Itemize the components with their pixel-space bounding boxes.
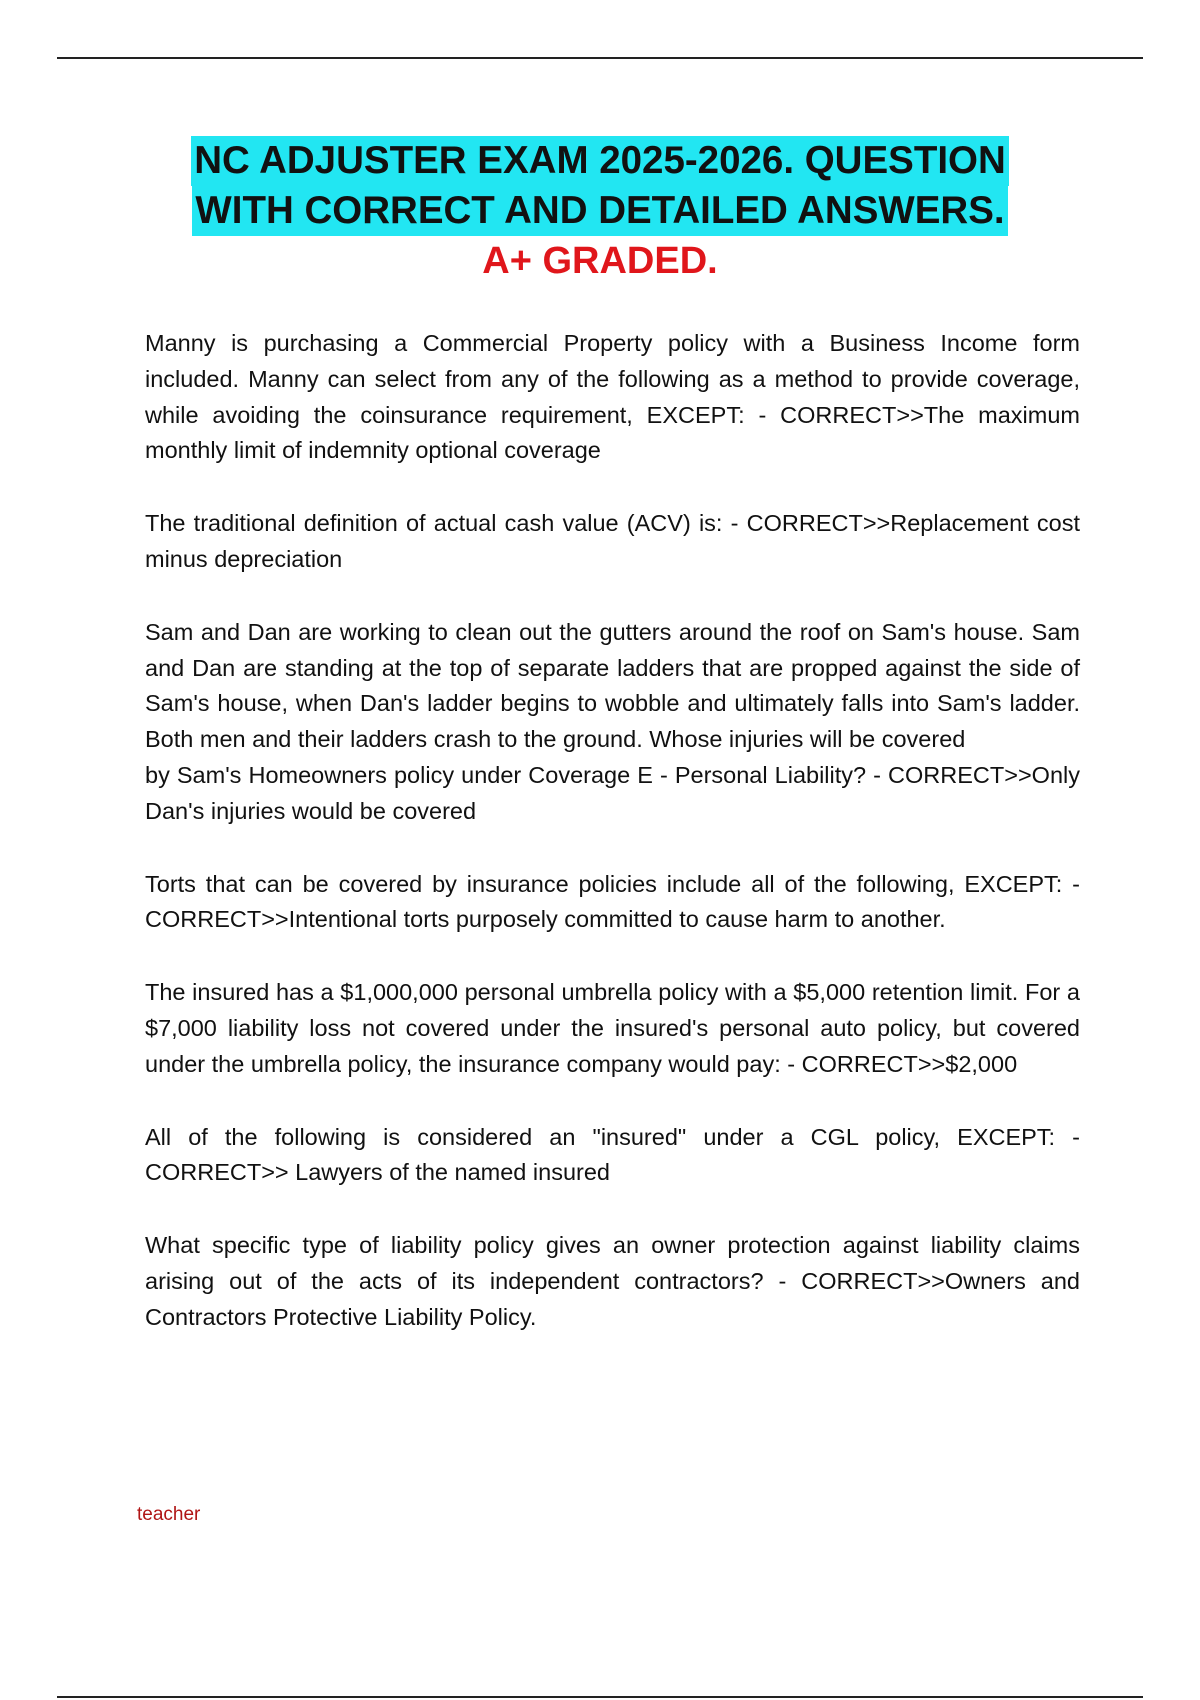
- bottom-rule: [57, 1696, 1143, 1698]
- question-text: The insured has a $1,000,000 personal umbrella policy with a $5,000 retention limit. For a $7,000 liability loss not covered under the insured's personal auto policy, but covered under the umbrella policy, the insurance company would pay: -: [145, 979, 1080, 1077]
- answer-text: CORRECT>>Owners and Contractors Protective Liability Policy.: [145, 1267, 1080, 1330]
- qa-item-7: [145, 1228, 1080, 1335]
- question-text: All of the following is considered an "insured" under a CGL policy, EXCEPT: -: [145, 1123, 1080, 1150]
- qa-item-2: [145, 506, 1080, 578]
- answer-text: CORRECT>>Only Dan's injuries would be covered: [145, 761, 1080, 824]
- document-header: [0, 136, 1200, 286]
- question-text: Torts that can be covered by insurance policies include all of the following, EXCEPT: -: [145, 870, 1080, 897]
- answer-text: CORRECT>> Lawyers of the named insured: [145, 1159, 610, 1186]
- answer-text: CORRECT>>The maximum monthly limit of indemnity optional coverage: [145, 401, 1080, 464]
- grade-label: A+ GRADED.: [482, 240, 718, 282]
- qa-item-5: [145, 975, 1080, 1082]
- qa-item-4: [145, 867, 1080, 939]
- question-text: The traditional definition of actual cash value (ACV) is: -: [145, 510, 747, 537]
- top-rule: [57, 57, 1143, 59]
- title-line-1: NC ADJUSTER EXAM 2025-2026. QUESTION: [191, 136, 1009, 186]
- answer-text: CORRECT>>Replacement cost minus depreciation: [145, 510, 1081, 572]
- qa-list: [145, 326, 1080, 1373]
- footer-label: teacher: [137, 1504, 201, 1525]
- question-text: Manny is purchasing a Commercial Property policy with a Business Income form included. Manny can select from any of the following as a method to provide coverage, while avoiding the coinsurance requirement, EXCEPT: -: [145, 330, 1080, 428]
- question-text: What specific type of liability policy gives an owner protection against liability claims arising out of the acts of its independent contractors? -: [145, 1232, 1080, 1294]
- qa-item-1: [145, 326, 1080, 469]
- title-line-2: WITH CORRECT AND DETAILED ANSWERS.: [192, 186, 1007, 236]
- qa-item-6: [145, 1120, 1080, 1192]
- question-continuation: by Sam's Homeowners policy under Coverage E - Personal Liability? -: [145, 761, 889, 788]
- question-text: Sam and Dan are working to clean out the gutters around the roof on Sam's house. Sam and Dan are standing at the top of separate ladders that are propped against the side of Sam's house, when Dan's ladder begins to wobble and ultimately falls into Sam's ladder. Both men and their ladders crash to the ground. Whose injuries will be covered: [145, 618, 1080, 753]
- answer-text: CORRECT>>Intentional torts purposely committed to cause harm to another.: [145, 906, 946, 933]
- qa-item-3: [145, 615, 1080, 830]
- answer-text: CORRECT>>$2,000: [801, 1050, 1018, 1077]
